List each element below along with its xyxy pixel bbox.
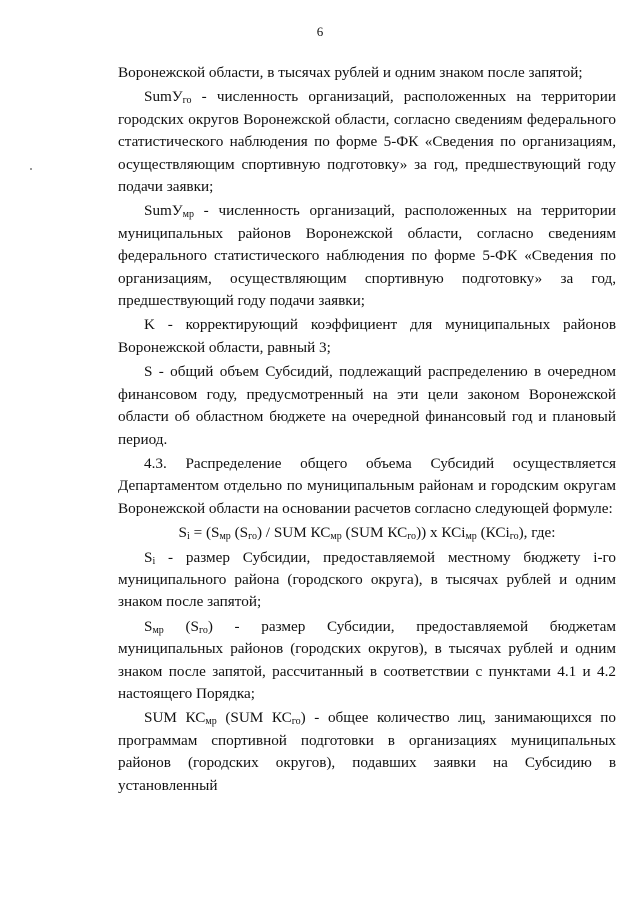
formula-subscript: го	[407, 531, 417, 543]
paragraph-k-coefficient	[118, 314, 616, 359]
paragraph-text: - размер Субсидии, предоставляемой местному бюджету i-го муниципального района (городского округа), в тысячах рублей и одним знаком после запятой;	[118, 548, 616, 611]
formula-part: ) / SUM КС	[256, 524, 331, 542]
paragraph-smr	[118, 616, 616, 706]
formula	[118, 522, 616, 544]
paragraph-region-continuation	[118, 62, 616, 84]
page-number: 6	[316, 24, 324, 39]
term-sumu: SumУ	[144, 202, 183, 220]
paragraph-sum-mr	[118, 200, 616, 312]
paragraph-text: ) - общее количество лиц, занимающихся по программам спортивной подготовки в организациях муниципальных районов (городских округов), подавших заявки на Субсидию в установленный	[118, 709, 617, 794]
formula-part: (SUM КС	[341, 524, 408, 542]
formula-part: )) x КСi	[416, 524, 466, 542]
formula-subscript: мр	[330, 531, 342, 543]
paragraph-text: - численность организаций, расположенных на территории муниципальных районов Воронежской области, согласно сведениям федерального статистического наблюдения по форме 5-ФК «Сведения по организациям, осуществляющим спортивную подготовку» за год, предшествующий году подачи заявки;	[118, 202, 616, 310]
document-body	[118, 62, 616, 799]
formula-subscript: го	[509, 531, 519, 543]
paragraph-4-3	[118, 453, 616, 520]
paragraph-si	[118, 547, 616, 614]
term-subscript: мр	[182, 209, 194, 221]
paragraph-text: 4.3. Распределение общего объема Субсидий осуществляется Департаментом отдельно по муниципальным районам и городским округам Воронежской области на основании расчетов согласно следующей формуле:	[118, 454, 616, 517]
term-subscript: мр	[152, 624, 164, 636]
formula-part: = (S	[189, 524, 220, 542]
paragraph-text: Воронежской области, в тысячах рублей и одним знаком после запятой;	[118, 64, 583, 81]
formula-part: (КСi	[476, 524, 510, 542]
formula-part: S	[178, 524, 187, 542]
term-subscript: го	[291, 716, 301, 728]
paragraph-text: S - общий объем Субсидий, подлежащий распределению в очередном финансовом году, предусмотренный на эти цели законом Воронежской области об областном бюджете на очередной финансовый год и плановый период.	[118, 363, 616, 448]
term-subscript: го	[198, 624, 208, 636]
formula-part: (S	[230, 524, 249, 542]
term-subscript: го	[182, 95, 192, 107]
paragraph-text: - численность организаций, расположенных на территории городских округов Воронежской области, согласно сведениям федерального статистического наблюдения по форме 5-ФК «Сведения по организациям, осуществляющим спортивную подготовку» за год, предшествующий году подачи заявки;	[118, 88, 616, 196]
term-subscript: i	[152, 555, 156, 567]
formula-subscript: мр	[219, 531, 231, 543]
paragraph-sum-go	[118, 86, 616, 198]
formula-subscript: i	[187, 531, 190, 543]
formula-subscript: мр	[465, 531, 477, 543]
scan-speck	[30, 168, 32, 170]
term-s: S	[144, 617, 153, 635]
term-subscript: мр	[205, 716, 217, 728]
formula-part: ), где:	[518, 524, 556, 542]
paragraph-sum-ks	[118, 707, 616, 797]
paragraph-text: K - корректирующий коэффициент для муниципальных районов Воронежской области, равный 3;	[118, 316, 616, 356]
term-sum-ks: SUM КС	[144, 709, 206, 727]
term-sumu: SumУ	[144, 88, 183, 106]
term-s: S	[144, 548, 153, 566]
paragraph-text: ) - размер Субсидии, предоставляемой бюджетам муниципальных районов (городских округов), в тысячах рублей и одним знаком после запятой, рассчитанный в соответствии с пунктами 4.1 и 4.2 настоящего Порядка;	[118, 617, 616, 702]
term-sum-ks: (SUM КС	[216, 709, 292, 727]
paragraph-s-total	[118, 361, 616, 451]
formula-subscript: го	[248, 531, 257, 543]
term-s: (S	[163, 617, 199, 635]
